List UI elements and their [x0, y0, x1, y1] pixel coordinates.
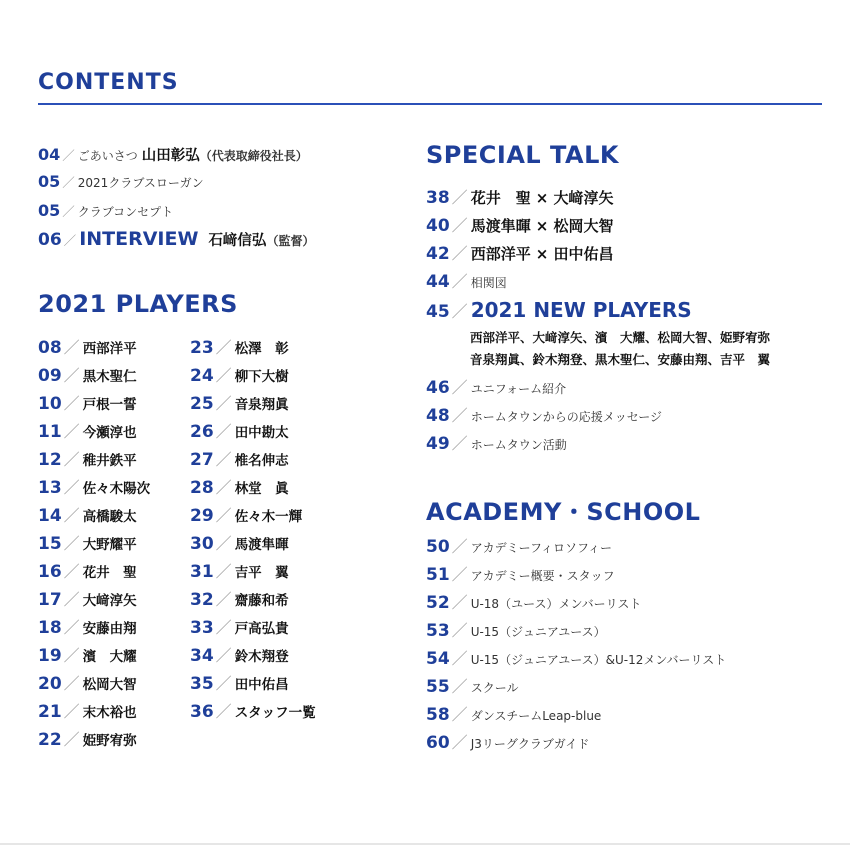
slash-divider: ／ — [63, 562, 80, 581]
toc-item-talk[interactable] — [426, 240, 692, 268]
toc-item-new-players[interactable] — [426, 296, 692, 324]
academy-section-title: ACADEMY・SCHOOL — [426, 498, 701, 526]
toc-item-interview[interactable] — [38, 229, 314, 251]
person-name: 石﨑信弘 — [208, 233, 267, 249]
toc-item-player[interactable] — [190, 670, 316, 698]
page-number: 35 — [190, 674, 214, 694]
page-number: 42 — [426, 244, 450, 264]
page-number: 31 — [190, 562, 214, 582]
slash-divider: ／ — [215, 534, 232, 553]
toc-item-player[interactable] — [38, 670, 150, 698]
page-number: 50 — [426, 537, 450, 557]
toc-item-player[interactable] — [38, 642, 150, 670]
toc-item-player[interactable] — [38, 698, 150, 726]
slash-divider: ／ — [63, 618, 80, 637]
page-number: 28 — [190, 478, 214, 498]
player-name: 田中勘太 — [234, 425, 289, 441]
toc-item-slogan[interactable] — [38, 172, 204, 193]
page-number: 23 — [190, 338, 214, 358]
toc-item-academy[interactable] — [426, 561, 726, 589]
player-name: 今瀬淳也 — [82, 425, 137, 441]
times-symbol: × — [535, 217, 549, 235]
toc-item-greeting[interactable] — [38, 145, 308, 166]
toc-item-player[interactable] — [190, 446, 316, 474]
toc-item-player[interactable] — [190, 502, 316, 530]
page-number: 54 — [426, 649, 450, 669]
item-label: J3リーグクラブガイド — [470, 737, 590, 751]
page-number: 53 — [426, 621, 450, 641]
slash-divider: ／ — [451, 244, 468, 263]
slash-divider: ／ — [63, 674, 80, 693]
talk-person-b: 松岡大智 — [553, 217, 614, 235]
player-name: 稚井鉄平 — [82, 453, 137, 469]
toc-item-academy[interactable] — [426, 729, 726, 757]
times-symbol: × — [535, 189, 549, 207]
player-name: 齋藤和希 — [234, 593, 289, 609]
slash-divider: ／ — [451, 705, 468, 724]
player-name: 高橋駿太 — [82, 509, 137, 525]
slash-divider: ／ — [451, 677, 468, 696]
player-name: 吉平 翼 — [234, 565, 289, 581]
new-players-names — [470, 327, 770, 371]
slash-divider: ／ — [215, 674, 232, 693]
toc-item-player[interactable] — [38, 530, 150, 558]
toc-item-academy[interactable] — [426, 645, 726, 673]
player-name: 林堂 眞 — [234, 481, 289, 497]
slash-divider: ／ — [215, 562, 232, 581]
slash-divider: ／ — [63, 534, 80, 553]
page-number: 21 — [38, 702, 62, 722]
toc-item-player[interactable] — [38, 418, 150, 446]
misc-list — [426, 374, 662, 458]
item-label: U-18（ユース）メンバーリスト — [470, 597, 642, 611]
slash-divider: ／ — [451, 434, 468, 453]
toc-item-player[interactable] — [190, 530, 316, 558]
slash-divider: ／ — [451, 216, 468, 235]
page-number: 46 — [426, 378, 450, 398]
new-players-line-1: 西部洋平、大﨑淳矢、濱 大耀、松岡大智、姫野宥弥 — [470, 330, 771, 345]
page-number: 40 — [426, 216, 450, 236]
page-number: 27 — [190, 450, 214, 470]
page-number: 22 — [38, 730, 62, 750]
slash-divider: ／ — [63, 422, 80, 441]
page-number: 26 — [190, 422, 214, 442]
bottom-divider — [0, 843, 850, 845]
page-number: 19 — [38, 646, 62, 666]
toc-item-player[interactable] — [38, 558, 150, 586]
players-column-2 — [190, 334, 316, 726]
toc-item-player[interactable] — [38, 474, 150, 502]
slash-divider: ／ — [451, 378, 468, 397]
toc-item-concept[interactable] — [38, 201, 173, 222]
player-name: スタッフ一覧 — [234, 705, 316, 721]
page-number: 06 — [38, 230, 62, 250]
player-name: 黒木聖仁 — [82, 369, 137, 385]
page-number: 04 — [38, 145, 61, 164]
toc-item-player[interactable] — [190, 558, 316, 586]
slash-divider: ／ — [451, 649, 468, 668]
talk-person-a: 花井 聖 — [470, 189, 531, 207]
slash-divider: ／ — [63, 506, 80, 525]
page-number: 30 — [190, 534, 214, 554]
item-label: U-15（ジュニアユース）&U-12メンバーリスト — [470, 653, 727, 667]
player-name: 大﨑淳矢 — [82, 593, 137, 609]
toc-item-player[interactable] — [38, 362, 150, 390]
page-number: 20 — [38, 674, 62, 694]
player-name: 戸高弘貴 — [234, 621, 289, 637]
toc-item-player[interactable] — [190, 614, 316, 642]
slash-divider: ／ — [215, 590, 232, 609]
toc-item-academy[interactable] — [426, 533, 726, 561]
toc-item-academy[interactable] — [426, 673, 726, 701]
slash-divider: ／ — [215, 394, 232, 413]
player-name: 鈴木翔登 — [234, 649, 289, 665]
page-number: 25 — [190, 394, 214, 414]
player-name: 佐々木陽次 — [82, 481, 151, 497]
item-title: INTERVIEW — [79, 228, 199, 250]
page-number: 11 — [38, 422, 62, 442]
page-number: 52 — [426, 593, 450, 613]
slash-divider: ／ — [215, 450, 232, 469]
toc-item-staff[interactable] — [190, 698, 316, 726]
slash-divider: ／ — [215, 422, 232, 441]
item-label: クラブコンセプト — [77, 205, 174, 219]
toc-item-hometown[interactable] — [426, 430, 662, 458]
page-number: 36 — [190, 702, 214, 722]
item-label: アカデミーフィロソフィー — [470, 541, 613, 555]
person-name: 山田彰弘 — [141, 148, 200, 164]
page-number: 14 — [38, 506, 62, 526]
times-symbol: × — [535, 245, 549, 263]
toc-item-player[interactable] — [190, 418, 316, 446]
toc-item-player[interactable] — [190, 474, 316, 502]
talk-person-a: 馬渡隼暉 — [470, 217, 531, 235]
player-name: 安藤由翔 — [82, 621, 137, 637]
page-number: 55 — [426, 677, 450, 697]
item-label: ユニフォーム紹介 — [470, 382, 567, 396]
player-name: 花井 聖 — [82, 565, 137, 581]
item-label: ダンスチームLeap-blue — [470, 709, 602, 723]
slash-divider: ／ — [63, 478, 80, 497]
item-label: ホームタウン活動 — [470, 438, 567, 452]
slash-divider: ／ — [62, 204, 75, 219]
slash-divider: ／ — [63, 702, 80, 721]
players-column-1 — [38, 334, 150, 754]
item-label: 2021クラブスローガン — [77, 176, 204, 190]
page-number: 34 — [190, 646, 214, 666]
new-players-title: 2021 NEW PLAYERS — [470, 298, 692, 322]
slash-divider: ／ — [63, 730, 80, 749]
slash-divider: ／ — [62, 148, 75, 163]
slash-divider: ／ — [215, 702, 232, 721]
item-label: ホームタウンからの応援メッセージ — [470, 410, 662, 424]
toc-item-player[interactable] — [38, 614, 150, 642]
toc-item-player[interactable] — [38, 726, 150, 754]
page-number: 32 — [190, 590, 214, 610]
talk-person-b: 田中佑昌 — [553, 245, 614, 263]
toc-item-academy[interactable] — [426, 589, 726, 617]
slash-divider: ／ — [451, 565, 468, 584]
special-talk-title: SPECIAL TALK — [426, 141, 620, 169]
player-name: 松岡大智 — [82, 677, 137, 693]
slash-divider: ／ — [215, 366, 232, 385]
slash-divider: ／ — [63, 646, 80, 665]
page-number: 45 — [426, 302, 450, 322]
toc-item-academy[interactable] — [426, 617, 726, 645]
slash-divider: ／ — [451, 272, 468, 291]
toc-item-player[interactable] — [38, 502, 150, 530]
slash-divider: ／ — [63, 338, 80, 357]
page-number: 15 — [38, 534, 62, 554]
page-number: 05 — [38, 172, 61, 191]
slash-divider: ／ — [451, 406, 468, 425]
player-name: 佐々木一輝 — [234, 509, 303, 525]
person-role: （代表取締役社長） — [199, 149, 308, 163]
player-name: 馬渡隼暉 — [234, 537, 289, 553]
player-name: 姫野宥弥 — [82, 733, 137, 749]
page-number: 08 — [38, 338, 62, 358]
special-talk-list — [426, 184, 692, 324]
page-number: 51 — [426, 565, 450, 585]
toc-item-player[interactable] — [190, 586, 316, 614]
page-number: 17 — [38, 590, 62, 610]
item-label: アカデミー概要・スタッフ — [470, 569, 615, 583]
slash-divider: ／ — [451, 537, 468, 556]
new-players-line-2: 音泉翔眞、鈴木翔登、黒木聖仁、安藤由翔、吉平 翼 — [470, 352, 771, 367]
toc-item-academy[interactable] — [426, 701, 726, 729]
toc-item-player[interactable] — [38, 334, 150, 362]
page-number: 44 — [426, 272, 450, 292]
slash-divider: ／ — [451, 302, 468, 321]
slash-divider: ／ — [63, 590, 80, 609]
item-label: 相関図 — [470, 276, 507, 290]
slash-divider: ／ — [451, 593, 468, 612]
page-number: 29 — [190, 506, 214, 526]
player-name: 末木裕也 — [82, 705, 137, 721]
page-number: 48 — [426, 406, 450, 426]
page-number: 60 — [426, 733, 450, 753]
player-name: 椎名伸志 — [234, 453, 289, 469]
slash-divider: ／ — [63, 450, 80, 469]
talk-person-b: 大﨑淳矢 — [553, 189, 614, 207]
page-number: 05 — [38, 201, 61, 220]
toc-item-player[interactable] — [190, 390, 316, 418]
page-number: 10 — [38, 394, 62, 414]
player-name: 濱 大耀 — [82, 649, 137, 665]
player-name: 西部洋平 — [82, 341, 137, 357]
players-section-title: 2021 PLAYERS — [38, 290, 238, 318]
slash-divider: ／ — [62, 175, 75, 190]
page-number: 49 — [426, 434, 450, 454]
player-name: 田中佑昌 — [234, 677, 289, 693]
item-label: U-15（ジュニアユース） — [470, 625, 606, 639]
slash-divider: ／ — [63, 233, 77, 248]
player-name: 戸根一誓 — [82, 397, 137, 413]
player-name: 松澤 彰 — [234, 341, 289, 357]
slash-divider: ／ — [215, 646, 232, 665]
slash-divider: ／ — [451, 621, 468, 640]
player-name: 音泉翔眞 — [234, 397, 289, 413]
toc-item-player[interactable] — [190, 334, 316, 362]
slash-divider: ／ — [215, 478, 232, 497]
page-number: 58 — [426, 705, 450, 725]
slash-divider: ／ — [451, 733, 468, 752]
page-number: 09 — [38, 366, 62, 386]
toc-item-uniform[interactable] — [426, 374, 662, 402]
academy-list — [426, 533, 726, 757]
slash-divider: ／ — [63, 366, 80, 385]
slash-divider: ／ — [63, 394, 80, 413]
toc-item-player[interactable] — [190, 362, 316, 390]
talk-person-a: 西部洋平 — [470, 245, 531, 263]
toc-item-player[interactable] — [38, 446, 150, 474]
toc-item-diagram[interactable] — [426, 268, 692, 296]
toc-item-messages[interactable] — [426, 402, 662, 430]
page-number: 24 — [190, 366, 214, 386]
item-label: ごあいさつ — [77, 149, 138, 163]
item-label: スクール — [470, 681, 519, 695]
page-number: 18 — [38, 618, 62, 638]
toc-item-player[interactable] — [38, 586, 150, 614]
toc-item-talk[interactable] — [426, 212, 692, 240]
toc-item-player[interactable] — [38, 390, 150, 418]
page-number: 38 — [426, 188, 450, 208]
player-name: 大野耀平 — [82, 537, 137, 553]
header-rule — [38, 103, 822, 105]
toc-item-talk[interactable] — [426, 184, 692, 212]
slash-divider: ／ — [215, 338, 232, 357]
slash-divider: ／ — [215, 506, 232, 525]
page-number: 16 — [38, 562, 62, 582]
player-name: 柳下大樹 — [234, 369, 289, 385]
page-number: 12 — [38, 450, 62, 470]
toc-item-player[interactable] — [190, 642, 316, 670]
page-number: 33 — [190, 618, 214, 638]
person-role: （監督） — [266, 234, 315, 248]
slash-divider: ／ — [451, 188, 468, 207]
page-number: 13 — [38, 478, 62, 498]
slash-divider: ／ — [215, 618, 232, 637]
page-title: CONTENTS — [38, 70, 179, 95]
